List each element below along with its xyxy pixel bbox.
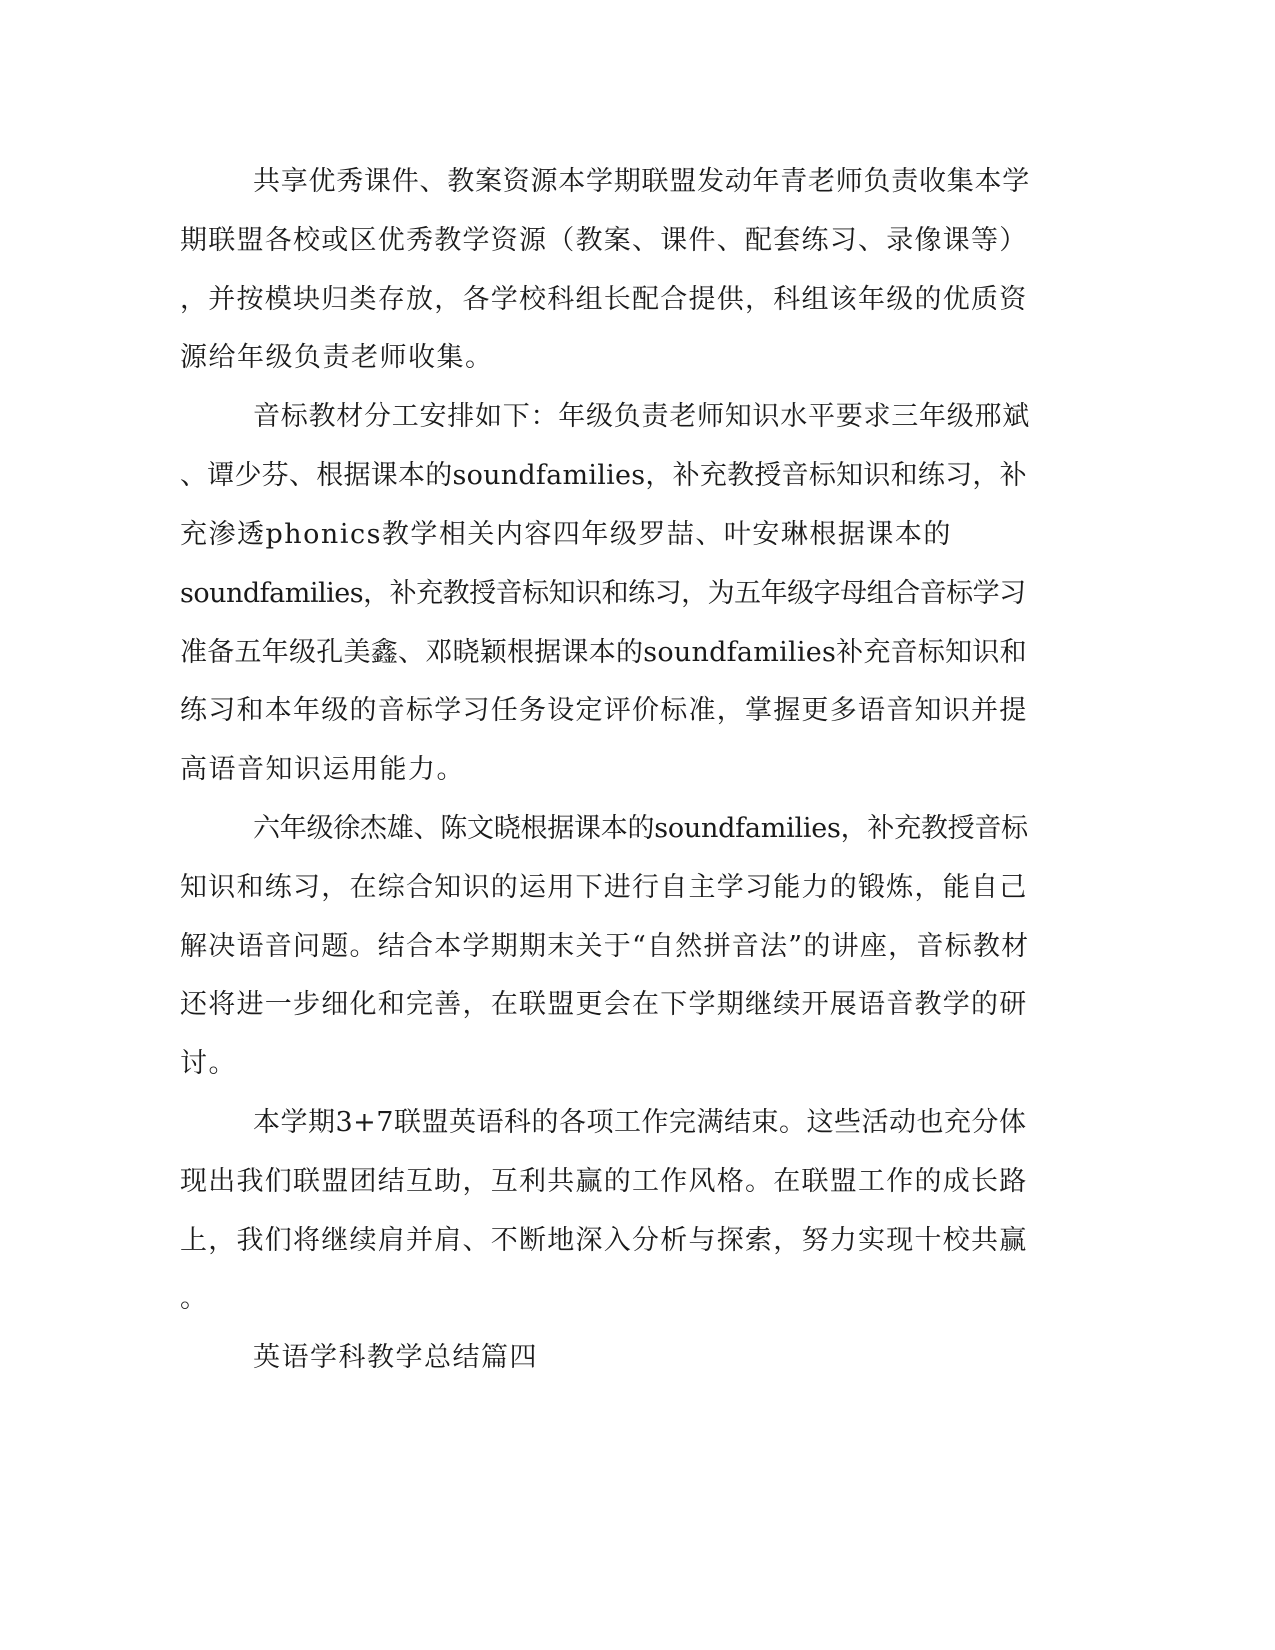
paragraph-2-line-4: soundfamilies，补充教授音标知识和练习，为五年级字母组合音标学习 — [180, 578, 1026, 609]
paragraph-3-line-3: 解决语音问题。结合本学期期末关于“自然拼音法”的讲座，音标教材 — [180, 931, 1030, 962]
section-heading: 英语学科教学总结篇四 — [253, 1342, 538, 1373]
paragraph-4-line-2: 现出我们联盟团结互助，互利共赢的工作风格。在联盟工作的成长路 — [180, 1166, 1028, 1197]
paragraph-3-line-5: 讨。 — [180, 1048, 237, 1079]
paragraph-4-line-1: 本学期3+7联盟英语科的各项工作完满结束。这些活动也充分体 — [253, 1107, 1027, 1138]
paragraph-2-line-2: 、谭少芬、根据课本的soundfamilies，补充教授音标知识和练习，补 — [180, 460, 1027, 491]
paragraph-2-line-1: 音标教材分工安排如下：年级负责老师知识水平要求三年级邢斌 — [253, 401, 1030, 432]
paragraph-1-line-4: 源给年级负责老师收集。 — [180, 342, 494, 373]
paragraph-2-line-5: 准备五年级孔美鑫、邓晓颖根据课本的soundfamilies补充音标知识和 — [180, 637, 1027, 668]
paragraph-4-line-3: 上，我们将继续肩并肩、不断地深入分析与探索，努力实现十校共赢 — [180, 1225, 1028, 1256]
paragraph-1-line-1: 共享优秀课件、教案资源本学期联盟发动年青老师负责收集本学 — [253, 166, 1030, 197]
paragraph-3-line-2: 知识和练习，在综合知识的运用下进行自主学习能力的锻炼，能自己 — [180, 872, 1028, 903]
paragraph-3-line-4: 还将进一步细化和完善，在联盟更会在下学期继续开展语音教学的研 — [180, 989, 1028, 1020]
paragraph-1-line-3: ，并按模块归类存放，各学校科组长配合提供，科组该年级的优质资 — [180, 284, 1028, 315]
paragraph-2-line-3: 充渗透phonics教学相关内容四年级罗喆、叶安琳根据课本的 — [180, 519, 952, 550]
paragraph-1-line-2: 期联盟各校或区优秀教学资源（教案、课件、配套练习、录像课等） — [180, 225, 1028, 256]
paragraph-2-line-7: 高语音知识运用能力。 — [180, 754, 465, 785]
paragraph-3-line-1: 六年级徐杰雄、陈文晓根据课本的soundfamilies，补充教授音标 — [253, 813, 1028, 844]
paragraph-4-line-4: 。 — [180, 1283, 209, 1314]
paragraph-2-line-6: 练习和本年级的音标学习任务设定评价标准，掌握更多语音知识并提 — [180, 695, 1028, 726]
